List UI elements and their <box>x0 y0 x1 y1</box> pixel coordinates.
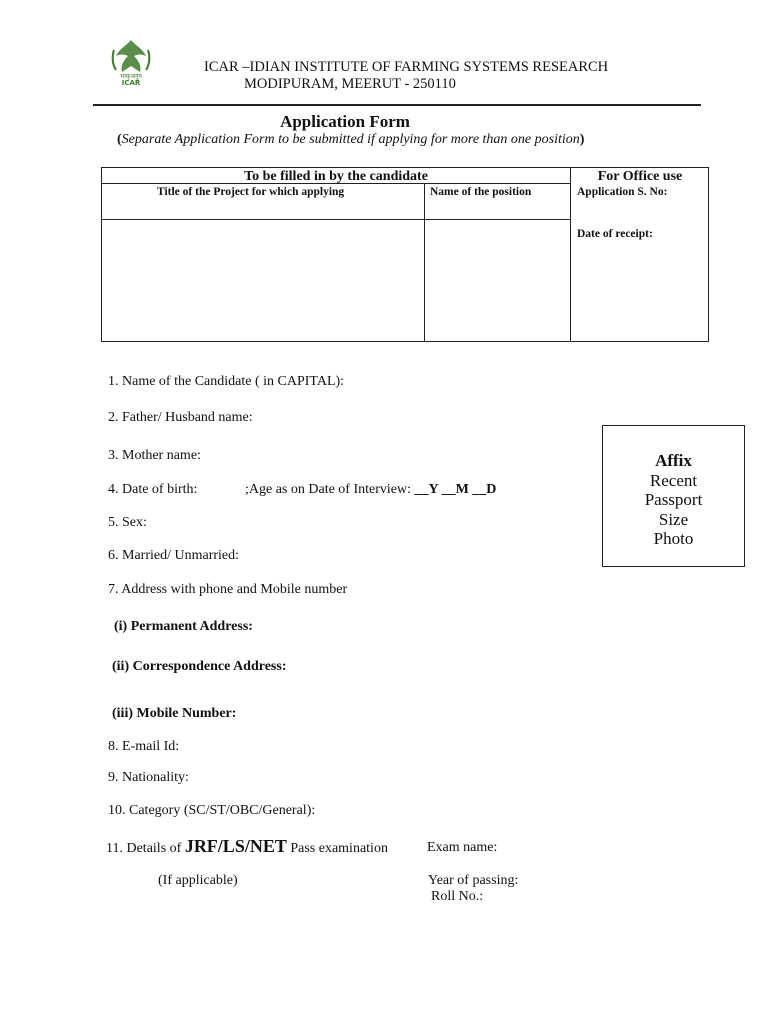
table-divider-office <box>570 168 571 341</box>
field-if-applicable-note: (If applicable) <box>158 873 238 888</box>
date-of-receipt-label: Date of receipt: <box>577 228 653 240</box>
jrf-ls-net-label: JRF/LS/NET <box>184 836 287 856</box>
photo-affix-label: Affix <box>655 451 692 470</box>
logo-hindi-text: भाकृअनुप <box>120 73 142 80</box>
field-nationality: 9. Nationality: <box>108 770 189 785</box>
project-title-column-header: Title of the Project for which applying <box>157 186 345 198</box>
field-permanent-address: (i) Permanent Address: <box>114 619 253 634</box>
form-subtitle-text: Separate Application Form to be submitted if applying for more than one position <box>121 132 580 147</box>
form-title: Application Form <box>280 112 410 131</box>
field-address-phone: 7. Address with phone and Mobile number <box>108 582 348 597</box>
field-sex: 5. Sex: <box>108 515 147 530</box>
photo-box[interactable] <box>602 425 745 567</box>
photo-recent-label: Recent <box>649 470 698 490</box>
candidate-office-table <box>101 167 709 342</box>
icar-logo <box>106 36 156 86</box>
header-divider <box>93 104 701 106</box>
field-roll-no: Roll No.: <box>431 889 484 904</box>
field-age-on-interview: ;Age as on Date of Interview: __Y __M __D <box>245 482 497 497</box>
position-name-column-header: Name of the position <box>430 186 532 198</box>
field-mobile-number: (iii) Mobile Number: <box>112 706 237 721</box>
photo-photo-label: Photo <box>653 529 694 548</box>
field-category: 10. Category (SC/ST/OBC/General): <box>108 803 316 818</box>
photo-passport-label: Passport <box>644 490 703 509</box>
logo-icar-text: ICAR <box>121 79 141 86</box>
application-sno-label: Application S. No: <box>577 186 668 198</box>
candidate-section-header: To be filled in by the candidate <box>244 169 428 184</box>
institute-address: MODIPURAM, MEERUT - 250110 <box>244 76 456 92</box>
age-ymd-blanks: __Y __M __D <box>414 482 497 497</box>
table-divider-position <box>424 184 425 341</box>
field-year-of-passing: Year of passing: <box>428 873 519 888</box>
field-correspondence-address: (ii) Correspondence Address: <box>112 659 287 674</box>
field-jrf-ls-net-details: 11. Details of JRF/LS/NET Pass examination <box>106 836 388 856</box>
project-title-field[interactable] <box>103 221 423 341</box>
field-email: 8. E-mail Id: <box>108 739 180 754</box>
field-exam-name: Exam name: <box>427 840 498 855</box>
field-date-of-birth: 4. Date of birth: <box>108 482 198 497</box>
field-mother-name: 3. Mother name: <box>108 448 201 463</box>
institute-name: ICAR –IDIAN INSTITUTE OF FARMING SYSTEMS RESEARCH <box>204 59 609 75</box>
position-name-field[interactable] <box>426 221 569 341</box>
office-section-header: For Office use <box>597 169 683 184</box>
field-father-husband-name: 2. Father/ Husband name: <box>108 410 253 425</box>
table-rule-subheader <box>102 219 570 220</box>
photo-size-label: Size <box>658 509 689 529</box>
field-candidate-name: 1. Name of the Candidate ( in CAPITAL): <box>108 374 345 389</box>
field-marital-status: 6. Married/ Unmarried: <box>108 548 240 563</box>
form-subtitle: (Separate Application Form to be submitted if applying for more than one position) <box>117 132 585 147</box>
